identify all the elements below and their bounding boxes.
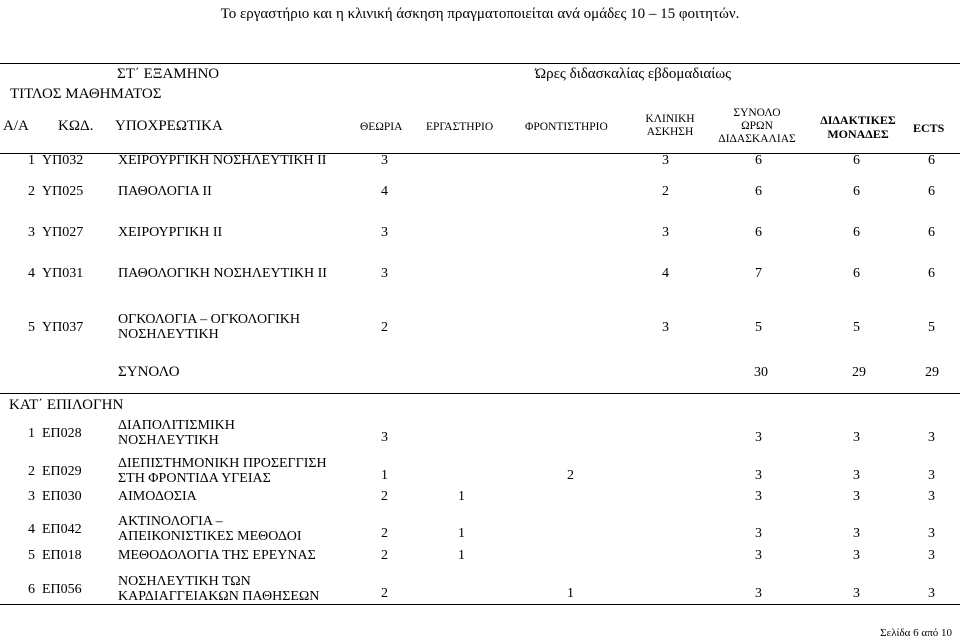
ects-value: 3 <box>928 548 935 563</box>
ects-value: 3 <box>928 586 935 601</box>
semester-label: ΣΤ΄ ΕΞΑΜΗΝΟ <box>117 66 220 82</box>
credit-units: 6 <box>853 184 860 199</box>
theory-hours: 2 <box>381 526 388 541</box>
total-hours: 3 <box>755 489 762 504</box>
course-title: ΝΟΣΗΛΕΥΤΙΚΗ ΤΩΝ <box>118 574 251 589</box>
header-ects: ECTS <box>913 121 945 135</box>
lab-hours: 1 <box>458 548 465 563</box>
sum-label: ΣΥΝΟΛΟ <box>118 364 180 380</box>
ects-value: 3 <box>928 526 935 541</box>
course-title: ΧΕΙΡΟΥΡΓΙΚΗ ΙΙ <box>118 225 223 240</box>
sum-credits: 29 <box>852 365 866 380</box>
row-number: 4 <box>28 266 35 281</box>
credit-units: 6 <box>853 266 860 281</box>
course-title-line2: ΣΤΗ ΦΡΟΝΤΙΔΑ ΥΓΕΙΑΣ <box>118 471 271 486</box>
course-code: ΥΠ027 <box>42 225 84 240</box>
ects-value: 6 <box>928 225 935 240</box>
course-title: ΔΙΑΠΟΛΙΤΙΣΜΙΚΗ <box>118 418 235 433</box>
total-hours: 3 <box>755 430 762 445</box>
sum-ects: 29 <box>925 365 939 380</box>
header-clinical <box>640 113 700 139</box>
credit-units: 5 <box>853 320 860 335</box>
theory-hours: 4 <box>381 184 388 199</box>
header-total-line3: ΔΙΔΑΣΚΑΛΙΑΣ <box>718 133 796 145</box>
row-number: 1 <box>28 426 35 441</box>
clinical-hours: 3 <box>662 320 669 335</box>
course-title: ΧΕΙΡΟΥΡΓΙΚΗ ΝΟΣΗΛΕΥΤΙΚΗ ΙΙ <box>118 153 327 168</box>
elective-label: ΚΑΤ΄ ΕΠΙΛΟΓΗΝ <box>9 397 124 413</box>
course-title-line2: ΑΠΕΙΚΟΝΙΣΤΙΚΕΣ ΜΕΘΟΔΟΙ <box>118 529 302 544</box>
course-code: ΕΠ018 <box>42 548 82 563</box>
credit-units: 3 <box>853 468 860 483</box>
theory-hours: 3 <box>381 225 388 240</box>
course-code: ΥΠ031 <box>42 266 84 281</box>
course-code: ΕΠ029 <box>42 464 82 479</box>
ects-value: 5 <box>928 320 935 335</box>
row-number: 5 <box>28 548 35 563</box>
course-title: ΔΙΕΠΙΣΤΗΜΟΝΙΚΗ ΠΡΟΣΕΓΓΙΣΗ <box>118 456 327 471</box>
header-code: ΚΩΔ. <box>58 118 94 134</box>
total-hours: 3 <box>755 548 762 563</box>
sum-total: 30 <box>754 365 768 380</box>
course-title-line2: ΝΟΣΗΛΕΥΤΙΚΗ <box>118 433 219 448</box>
course-code: ΕΠ028 <box>42 426 82 441</box>
course-code: ΥΠ037 <box>42 320 84 335</box>
credit-units: 6 <box>853 225 860 240</box>
row-number: 6 <box>28 582 35 597</box>
page-footer: Σελίδα 6 από 10 <box>880 627 952 639</box>
row-number: 4 <box>28 522 35 537</box>
row-number: 1 <box>28 153 35 168</box>
total-hours: 3 <box>755 526 762 541</box>
header-total-hours <box>712 107 802 146</box>
total-hours: 6 <box>755 225 762 240</box>
row-number: 5 <box>28 320 35 335</box>
rule-top <box>0 63 960 64</box>
ects-value: 6 <box>928 153 935 168</box>
header-credits <box>813 113 903 141</box>
theory-hours: 2 <box>381 548 388 563</box>
course-code: ΥΠ025 <box>42 184 84 199</box>
course-code: ΕΠ030 <box>42 489 82 504</box>
course-code: ΕΠ042 <box>42 522 82 537</box>
header-total-line1: ΣΥΝΟΛΟ <box>733 107 781 119</box>
course-title-label: ΤΙΤΛΟΣ ΜΑΘΗΜΑΤΟΣ <box>10 86 162 102</box>
course-title: ΠΑΘΟΛΟΓΙΚΗ ΝΟΣΗΛΕΥΤΙΚΗ ΙΙ <box>118 266 327 281</box>
clinical-hours: 4 <box>662 266 669 281</box>
clinical-hours: 3 <box>662 225 669 240</box>
header-theory: ΘΕΩΡΙΑ <box>360 121 403 133</box>
theory-hours: 3 <box>381 153 388 168</box>
hours-title: Ώρες διδασκαλίας εβδομαδιαίως <box>535 66 732 82</box>
course-code: ΥΠ032 <box>42 153 84 168</box>
course-title: ΠΑΘΟΛΟΓΙΑ ΙΙ <box>118 184 212 199</box>
header-total-line2: ΩΡΩΝ <box>741 120 773 132</box>
course-title: ΟΓΚΟΛΟΓΙΑ – ΟΓΚΟΛΟΓΙΚΗ <box>118 312 301 327</box>
total-hours: 7 <box>755 266 762 281</box>
theory-hours: 1 <box>381 468 388 483</box>
header-lab: ΕΡΓΑΣΤΗΡΙΟ <box>426 121 494 133</box>
row-number: 2 <box>28 184 35 199</box>
credit-units: 3 <box>853 430 860 445</box>
lab-hours: 1 <box>458 489 465 504</box>
clinical-hours: 2 <box>567 468 574 483</box>
course-title-line2: ΚΑΡΔΙΑΓΓΕΙΑΚΩΝ ΠΑΘΗΣΕΩΝ <box>118 589 320 604</box>
ects-value: 3 <box>928 468 935 483</box>
ects-value: 6 <box>928 266 935 281</box>
row-number: 3 <box>28 225 35 240</box>
theory-hours: 3 <box>381 266 388 281</box>
header-mandatory: ΥΠΟΧΡΕΩΤΙΚΑ <box>115 118 223 134</box>
row-number: 2 <box>28 464 35 479</box>
theory-hours: 2 <box>381 320 388 335</box>
total-hours: 5 <box>755 320 762 335</box>
rule-sum <box>0 393 960 394</box>
course-title-line2: ΝΟΣΗΛΕΥΤΙΚΗ <box>118 327 219 342</box>
header-clinical-line2: ΑΣΚΗΣΗ <box>646 126 694 138</box>
header-credits-line1: ΔΙΔΑΚΤΙΚΕΣ <box>820 113 896 127</box>
theory-hours: 2 <box>381 586 388 601</box>
total-hours: 6 <box>755 153 762 168</box>
header-credits-line2: ΜΟΝΑΔΕΣ <box>827 127 889 141</box>
ects-value: 6 <box>928 184 935 199</box>
credit-units: 3 <box>853 526 860 541</box>
course-title: ΜΕΘΟΔΟΛΟΓΙΑ ΤΗΣ ΕΡΕΥΝΑΣ <box>118 548 316 563</box>
header-clinical-line1: ΚΛΙΝΙΚΗ <box>645 113 695 125</box>
top-note: Το εργαστήριο και η κλινική άσκηση πραγματοποιείται ανά ομάδες 10 – 15 φοιτητών. <box>220 6 740 22</box>
theory-hours: 2 <box>381 489 388 504</box>
total-hours: 6 <box>755 184 762 199</box>
row-number: 3 <box>28 489 35 504</box>
credit-units: 3 <box>853 548 860 563</box>
ects-value: 3 <box>928 489 935 504</box>
clinical-hours: 2 <box>662 184 669 199</box>
clinical-hours: 3 <box>662 153 669 168</box>
header-aa: Α/Α <box>3 118 29 134</box>
rule-bottom <box>0 604 960 605</box>
header-tutorial: ΦΡΟΝΤΙΣΤΗΡΙΟ <box>525 121 608 133</box>
credit-units: 6 <box>853 153 860 168</box>
course-title: ΑΙΜΟΔΟΣΙΑ <box>118 489 197 504</box>
course-title: ΑΚΤΙΝΟΛΟΓΙΑ – <box>118 514 223 529</box>
credit-units: 3 <box>853 586 860 601</box>
total-hours: 3 <box>755 468 762 483</box>
course-code: ΕΠ056 <box>42 582 82 597</box>
theory-hours: 3 <box>381 430 388 445</box>
clinical-hours: 1 <box>567 586 574 601</box>
lab-hours: 1 <box>458 526 465 541</box>
ects-value: 3 <box>928 430 935 445</box>
total-hours: 3 <box>755 586 762 601</box>
credit-units: 3 <box>853 489 860 504</box>
